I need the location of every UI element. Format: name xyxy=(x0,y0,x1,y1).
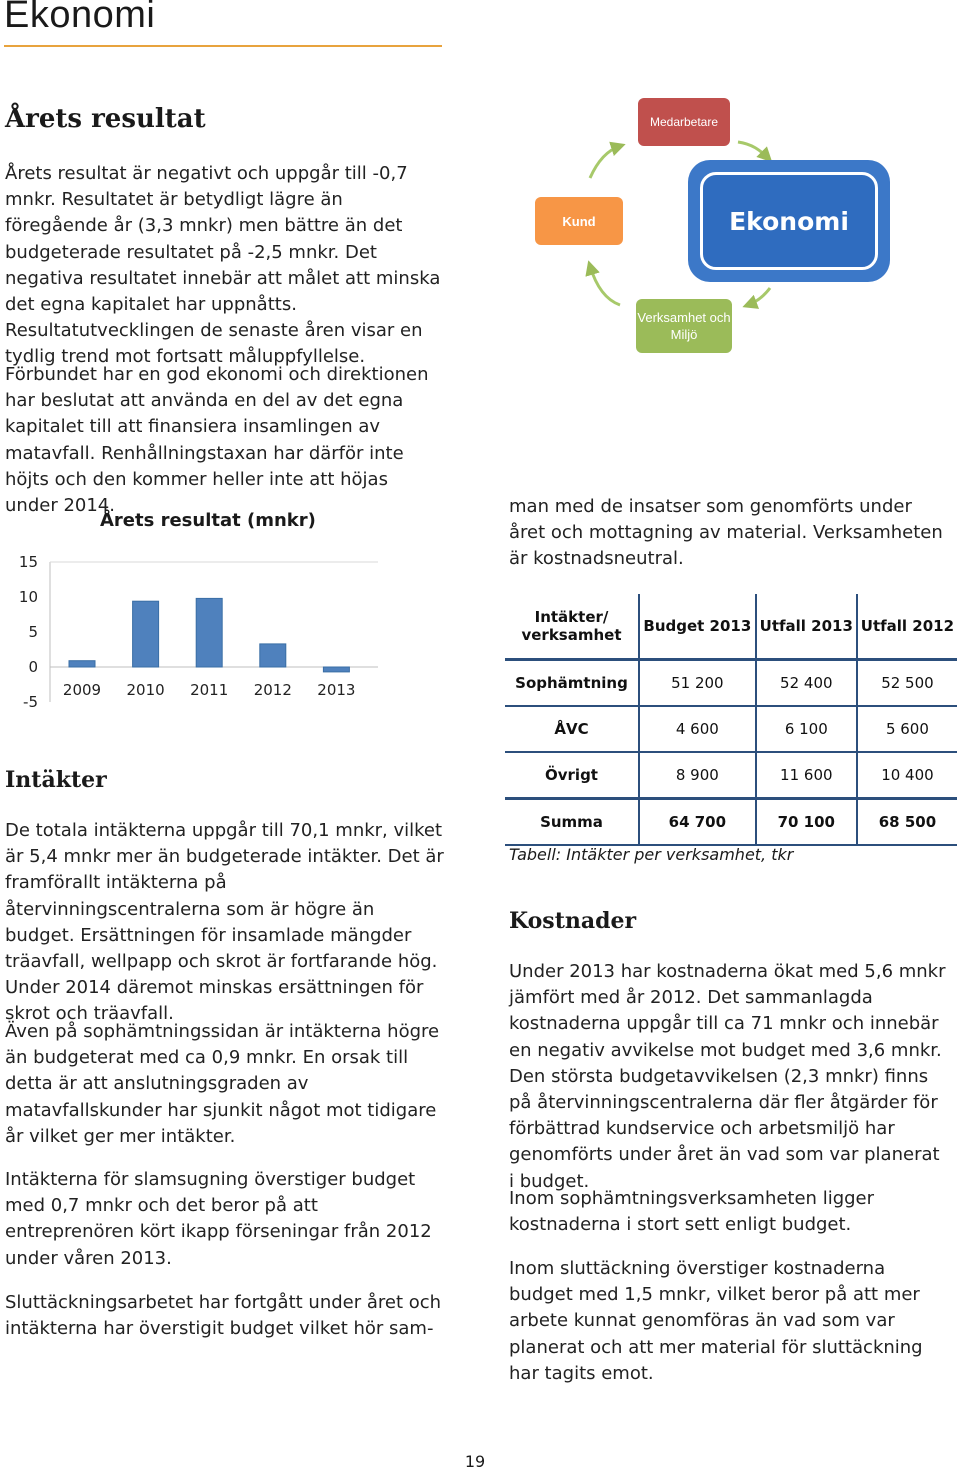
table-cell: 68 500 xyxy=(857,799,957,846)
table-header-row xyxy=(505,594,957,660)
chart-x-tick-label: 2011 xyxy=(190,681,229,699)
heading-arets-resultat: Årets resultat xyxy=(5,104,206,134)
table-header-cell: Budget 2013 xyxy=(639,594,756,660)
table-row xyxy=(505,752,957,799)
bar-chart xyxy=(0,540,400,720)
table-cell: 4 600 xyxy=(639,706,756,752)
table-cell: Summa xyxy=(505,799,639,846)
chart-x-tick-label: 2012 xyxy=(253,681,292,699)
table-cell: 51 200 xyxy=(639,660,756,707)
chart-x-tick-label: 2010 xyxy=(126,681,165,699)
diagram-node-kund: Kund xyxy=(535,197,623,245)
chart-y-tick-label: 10 xyxy=(18,588,38,606)
table-cell: ÅVC xyxy=(505,706,639,752)
chart-x-tick-label: 2009 xyxy=(62,681,102,699)
table-cell: 52 400 xyxy=(756,660,857,707)
table-header-cell: Utfall 2013 xyxy=(756,594,857,660)
table-cell: 10 400 xyxy=(857,752,957,799)
diagram-node-medarbetare: Medarbetare xyxy=(638,98,730,146)
arrow-verksamhet-to-kund xyxy=(590,266,620,305)
table-row xyxy=(505,706,957,752)
paragraph-intakter-continued: man med de insatser som genomförts under året och mottagning av material. Verksamheten är kostnadsneutral. xyxy=(509,496,943,570)
income-table xyxy=(505,594,957,846)
chart-bar-2013 xyxy=(323,667,349,672)
chart-x-tick-label: 2013 xyxy=(317,681,356,699)
table-cell: 64 700 xyxy=(639,799,756,846)
chart-title: Årets resultat (mnkr) xyxy=(100,510,316,531)
paragraph-intakter-3: Intäkterna för slamsugning överstiger budget med 0,7 mnkr och det beror på att entreprenören kört ikapp förseningar från 2012 under våren 2013. xyxy=(5,1169,432,1269)
page-number: 19 xyxy=(464,1452,486,1471)
table-cell: 70 100 xyxy=(756,799,857,846)
table-cell: 8 900 xyxy=(639,752,756,799)
chart-y-tick-label: 15 xyxy=(18,553,38,571)
arrow-ekonomi-to-verksamhet xyxy=(748,288,770,305)
paragraph-kostnader-1: Under 2013 har kostnaderna ökat med 5,6 mnkr jämfört med år 2012. Det sammanlagda kostnaderna uppgår till ca 71 mnkr och innebär en negativ avvikelse mot budget med 3,6 mnkr. Den största budgetavvikelsen (2,3 mnkr) finns på återvinningscentralerna där fler åtgärder för förbättrad kundservice och arbetsmiljö har genomförts under året än vad som var planerat i budget. xyxy=(509,961,946,1192)
paragraph-kostnader-3: Inom sluttäckning överstiger kostnaderna budget med 1,5 mnkr, vilket beror på att mer arbete kunnat genomföras än vad som var planerat och att mer material för sluttäckning har tagits emot. xyxy=(509,1258,923,1384)
table-header-cell: Intäkter/ verksamhet xyxy=(505,594,639,660)
table-cell: 11 600 xyxy=(756,752,857,799)
table-cell: 52 500 xyxy=(881,674,934,692)
chart-y-tick-label: 5 xyxy=(28,623,38,641)
chart-y-tick-label: 0 xyxy=(28,658,38,676)
paragraph-kostnader-2: Inom sophämtningsverksamheten ligger kostnaderna i stort sett enligt budget. xyxy=(509,1188,875,1236)
heading-kostnader: Kostnader xyxy=(509,908,637,934)
chart-bar-2010 xyxy=(133,601,159,667)
diagram-node-ekonomi: Ekonomi xyxy=(700,172,878,270)
arrow-medarbetare-to-ekonomi xyxy=(738,142,768,158)
chart-bar-2012 xyxy=(260,644,286,667)
table-caption: Tabell: Intäkter per verksamhet, tkr xyxy=(509,845,794,864)
page-title: Ekonomi xyxy=(4,0,156,36)
table-sum-row xyxy=(505,799,957,846)
chart-bar-2009 xyxy=(69,661,95,667)
table-cell: 5 600 xyxy=(857,706,957,752)
table-cell: Övrigt xyxy=(505,752,639,799)
heading-intakter: Intäkter xyxy=(5,767,107,793)
arrow-kund-to-medarbetare xyxy=(590,146,620,178)
paragraph-arets-resultat-2: Förbundet har en god ekonomi och direktionen har beslutat att använda en del av det egna kapitalet till att finansiera insamlingen av matavfall. Renhållningstaxan har därför inte höjts och den kommer heller inte att höjas under 2014. xyxy=(5,364,429,517)
table-row xyxy=(505,660,957,707)
table-header-cell: Utfall 2012 xyxy=(857,594,957,660)
paragraph-intakter-4: Sluttäckningsarbetet har fortgått under året och intäkterna har överstigit budget vilket hör sam- xyxy=(5,1292,442,1340)
paragraph-intakter-2: Även på sophämtningssidan är intäkterna högre än budgeterat med ca 0,9 mnkr. En orsak till detta är att anslutningsgraden av matavfallskunder har sjunkit något mot tidigare år vilket ger mer intäkter. xyxy=(5,1021,440,1147)
table-cell: 6 100 xyxy=(756,706,857,752)
chart-bar-2011 xyxy=(196,598,222,667)
chart-y-tick-label: -5 xyxy=(23,693,38,711)
diagram-node-verksamhet: Verksamhet och Miljö xyxy=(636,299,732,353)
paragraph-intakter-1: De totala intäkterna uppgår till 70,1 mnkr, vilket är 5,4 mnkr mer än budgeterade intäkter. Det är framförallt intäkterna på återvinningscentralerna som är högre än budget. Ersättningen för insamlade mängder träavfall, wellpapp och skrot är fortfarande hög. Under 2014 däremot minskas ersättningen för skrot och träavfall. xyxy=(5,820,444,1025)
table-cell: Sophämtning xyxy=(505,660,639,707)
paragraph-arets-resultat-1: Årets resultat är negativt och uppgår till -0,7 mnkr. Resultatet är betydligt lägre än föregående år (3,3 mnkr) men bättre än det budgeterade resultatet på -2,5 mnkr. Det negativa resultatet innebär att målet att minska det egna kapitalet har uppnåtts. Resultatutvecklingen de senaste åren visar en tydlig trend mot fortsatt måluppfyllelse. xyxy=(5,163,441,368)
